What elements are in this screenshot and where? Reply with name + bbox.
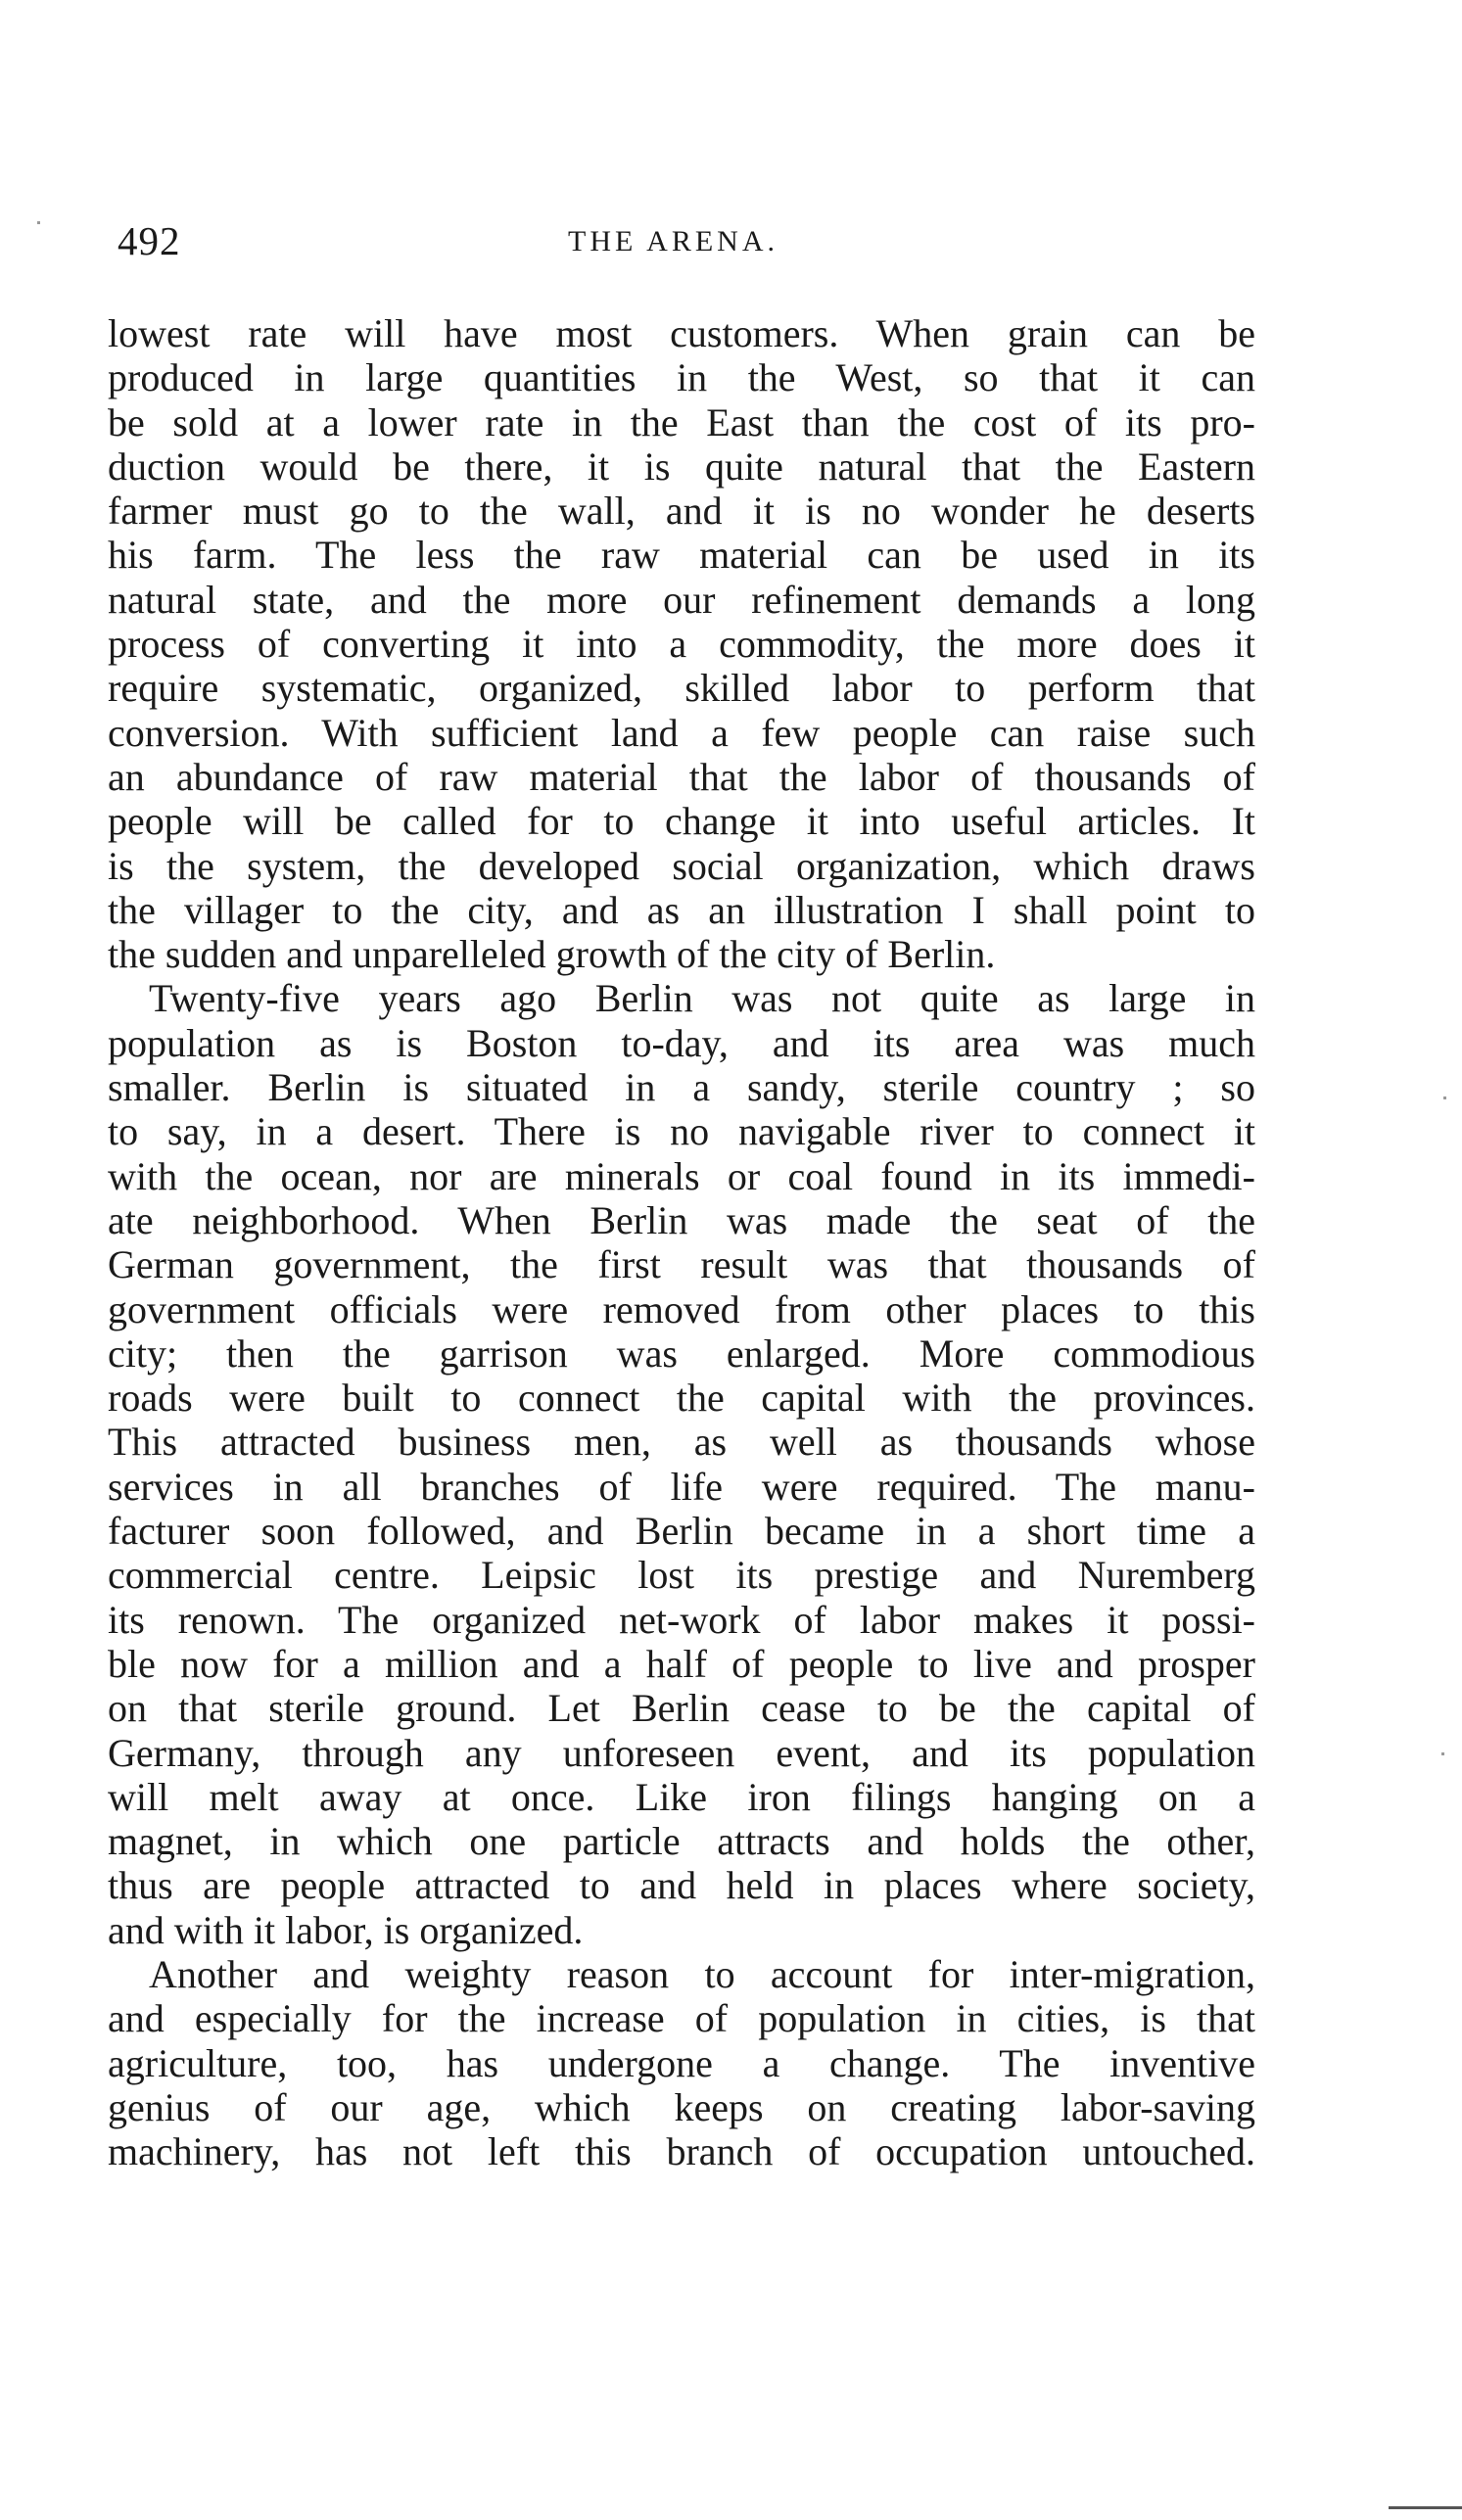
text-line: ble now for a million and a half of people to live and prosper xyxy=(108,1641,1255,1686)
text-line: natural state, and the more our refinement demands a long xyxy=(108,577,1255,622)
text-line: is the system, the developed social organization, which draws xyxy=(108,843,1255,888)
text-line: an abundance of raw material that the labor of thousands of xyxy=(108,754,1255,799)
text-line: government officials were removed from other places to this xyxy=(108,1286,1255,1331)
text-line: and especially for the increase of population in cities, is that xyxy=(108,1996,1255,2041)
text-line: the sudden and unparelleled growth of the city of Berlin. xyxy=(108,932,996,977)
body-text xyxy=(108,311,1255,2173)
text-line: ate neighborhood. When Berlin was made the seat of the xyxy=(108,1197,1255,1242)
text-line: people will be called for to change it into useful articles. It xyxy=(108,799,1255,844)
text-line: city; then the garrison was enlarged. More commodious xyxy=(108,1330,1255,1376)
scan-speck xyxy=(1441,1752,1444,1755)
text-line: duction would be there, it is quite natural that the Eastern xyxy=(108,443,1255,489)
text-line: services in all branches of life were required. The manu- xyxy=(108,1464,1255,1509)
text-line: Another and weighty reason to account for inter-migration, xyxy=(149,1951,1255,1996)
text-line: conversion. With sufficient land a few people can raise such xyxy=(108,710,1255,755)
text-line: its renown. The organized net-work of labor makes it possi- xyxy=(108,1597,1255,1642)
page-number: 492 xyxy=(118,218,181,263)
text-line: and with it labor, is organized. xyxy=(108,1907,584,1952)
text-line: population as is Boston to-day, and its area was much xyxy=(108,1020,1255,1065)
text-line: roads were built to connect the capital with the provinces. xyxy=(108,1376,1255,1421)
text-line: lowest rate will have most customers. When grain can be xyxy=(108,311,1255,355)
text-line: commercial centre. Leipsic lost its prestige and Nuremberg xyxy=(108,1553,1255,1598)
text-line: the villager to the city, and as an illustration I shall point to xyxy=(108,887,1255,932)
text-line: require systematic, organized, skilled labor to perform that xyxy=(108,666,1255,711)
text-line: produced in large quantities in the West, so that it can xyxy=(108,355,1255,400)
text-line: facturer soon followed, and Berlin became in a short time a xyxy=(108,1509,1255,1554)
text-line: genius of our age, which keeps on creating labor-saving xyxy=(108,2084,1255,2129)
text-line: machinery, has not left this branch of occupation untouched. xyxy=(108,2129,1255,2174)
text-line: thus are people attracted to and held in places where society, xyxy=(108,1863,1255,1908)
corner-rule xyxy=(1389,2506,1462,2509)
text-line: with the ocean, nor are minerals or coal found in its immedi- xyxy=(108,1153,1255,1198)
text-line: German government, the first result was that thousands of xyxy=(108,1242,1255,1287)
text-line: on that sterile ground. Let Berlin cease to be the capital of xyxy=(108,1686,1255,1731)
page-header xyxy=(118,217,1253,276)
text-line: agriculture, too, has undergone a change. The inventive xyxy=(108,2040,1255,2085)
text-line: process of converting it into a commodity, the more does it xyxy=(108,622,1255,667)
text-line: Germany, through any unforeseen event, and its population xyxy=(108,1730,1255,1775)
text-line: to say, in a desert. There is no navigable river to connect it xyxy=(108,1109,1255,1154)
text-line: be sold at a lower rate in the East than the cost of its pro- xyxy=(108,399,1255,444)
text-line: will melt away at once. Like iron filings hanging on a xyxy=(108,1774,1255,1819)
scan-speck xyxy=(37,221,40,224)
text-line: Twenty-five years ago Berlin was not quite as large in xyxy=(149,976,1255,1021)
running-head: THE ARENA. xyxy=(568,225,778,257)
text-line: This attracted business men, as well as thousands whose xyxy=(108,1420,1255,1465)
text-line: magnet, in which one particle attracts and holds the other, xyxy=(108,1819,1255,1864)
text-line: smaller. Berlin is situated in a sandy, sterile country ; so xyxy=(108,1065,1255,1110)
text-line: his farm. The less the raw material can be used in its xyxy=(108,533,1255,578)
text-line: farmer must go to the wall, and it is no wonder he deserts xyxy=(108,489,1255,534)
scan-speck xyxy=(1443,1097,1446,1099)
